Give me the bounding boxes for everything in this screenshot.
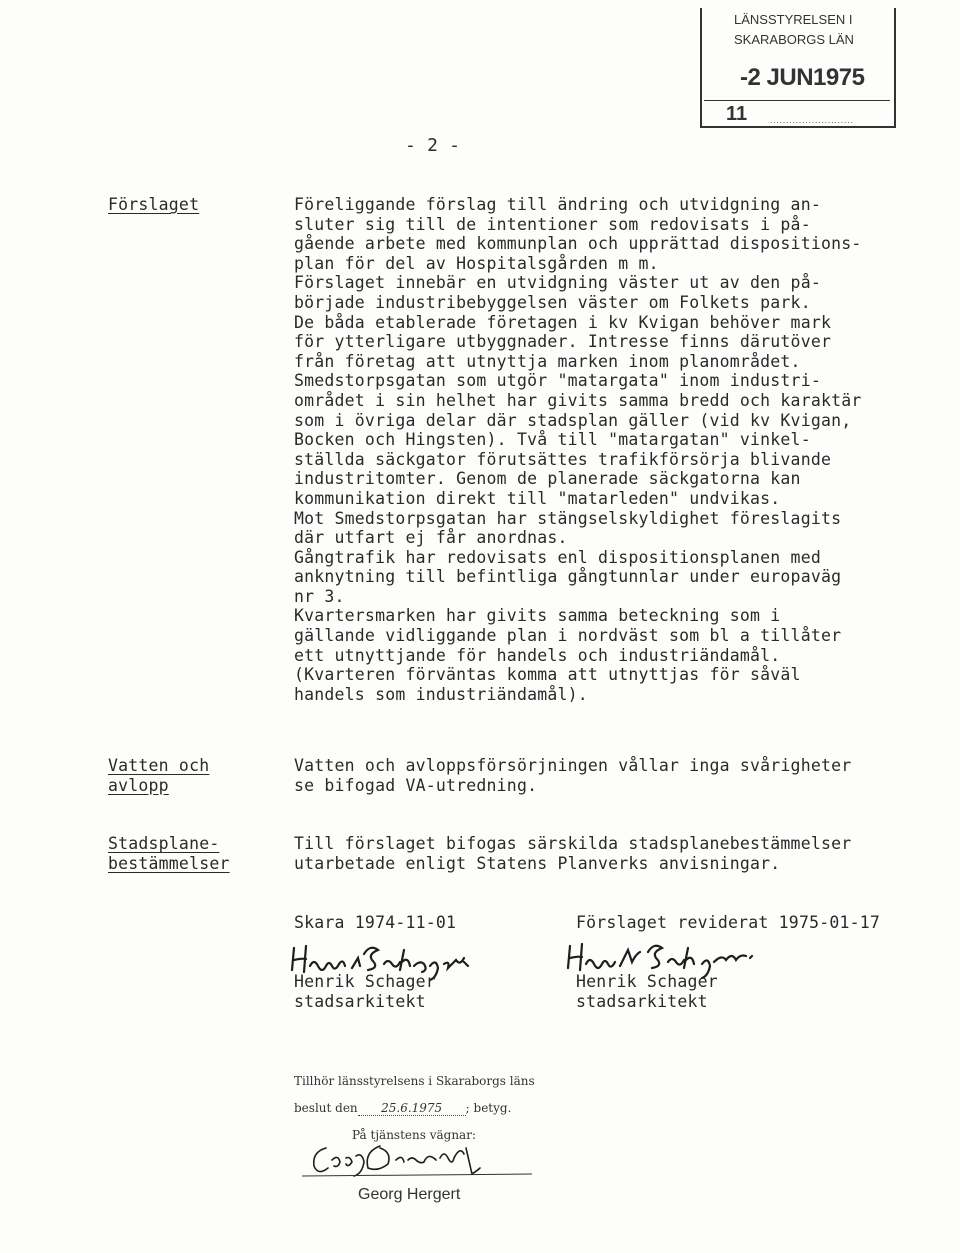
signature-left-name: Henrik Schager: [294, 972, 436, 991]
approval-stamp-name: Georg Hergert: [358, 1186, 461, 1203]
body-line: Till förslaget bifogas särskilda stadsplanebestämmelser: [294, 834, 852, 853]
stamp-county: SKARABORGS LÄN: [734, 32, 854, 47]
stamp-date: -2 JUN1975: [740, 64, 865, 91]
section-label-line: Förslaget: [108, 195, 200, 214]
body-line: Smedstorpsgatan som utgör "matargata" inom industri-: [294, 371, 821, 391]
body-line: (Kvarteren förväntas komma att utnyttjas för såväl: [294, 665, 801, 685]
stamp-authority: LÄNSSTYRELSEN I: [734, 12, 853, 27]
body-line: som i övriga delar där stadsplan gäller (vid kv Kvigan,: [294, 410, 852, 430]
section-label-line: bestämmelser: [108, 853, 230, 873]
section-label-line: Vatten och: [108, 756, 210, 775]
signature-right-date: Förslaget reviderat 1975-01-17: [576, 913, 881, 932]
signature-left-title: stadsarkitekt: [294, 992, 426, 1011]
body-line: anknytning till befintliga gångtunnlar under europaväg: [294, 567, 842, 587]
body-line: Mot Smedstorpsgatan har stängselskyldighet föreslagits: [294, 508, 842, 528]
approval-signature-handwriting: [296, 1138, 536, 1188]
section-label-line: avlopp: [108, 775, 169, 795]
signature-right-name: Henrik Schager: [576, 972, 718, 991]
body-line: ställda säckgator förutsättes trafikförsörja blivande: [294, 449, 832, 469]
body-line: Kvartersmarken har givits samma beteckning som i: [294, 606, 781, 626]
section-body: [294, 834, 851, 873]
body-line: nr 3.: [294, 586, 345, 606]
signature-left-date: Skara 1974-11-01: [294, 913, 457, 932]
page-number: - 2 -: [405, 135, 461, 156]
body-line: handels som industriändamål).: [294, 684, 588, 704]
body-line: plan för del av Hospitalsgården m m.: [294, 253, 659, 273]
body-line: Gångtrafik har redovisats enl dispositionsplanen med: [294, 547, 821, 567]
received-stamp: LÄNSSTYRELSEN I SKARABORGS LÄN -2 JUN1975 11 ..........................: [700, 8, 892, 128]
body-line: De båda etablerade företagen i kv Kvigan behöver mark: [294, 312, 832, 332]
body-line: Vatten och avloppsförsörjningen vållar inga svårigheter: [294, 756, 852, 775]
body-line: från företag att utnyttja marken inom planområdet.: [294, 351, 801, 371]
approval-date: 25.6.1975: [358, 1101, 466, 1116]
body-line: ett utnyttjande för handels och industriändamål.: [294, 645, 781, 665]
body-line: Bocken och Hingsten). Två till "matargatan" vinkel-: [294, 430, 811, 450]
body-line: där utfart ej får anordnas.: [294, 528, 568, 548]
body-line: gående arbete med kommunplan och upprättad dispositions-: [294, 234, 862, 254]
body-line: Förslaget innebär en utvidgning väster ut av den på-: [294, 273, 821, 293]
body-line: började industribebyggelsen väster om Folkets park.: [294, 292, 811, 312]
body-line: se bifogad VA-utredning.: [294, 775, 538, 795]
body-line: industritomter. Genom de planerade säckgatorna kan: [294, 469, 801, 489]
approval-stamp-line3: På tjänstens vägnar:: [352, 1128, 476, 1142]
section-body: [294, 756, 851, 795]
body-line: kommunikation direkt till "matarleden" undvikas.: [294, 488, 781, 508]
body-line: Föreliggande förslag till ändring och utvidgning an-: [294, 195, 821, 214]
section-label: [108, 195, 199, 215]
approval-stamp-line1: Tillhör länsstyrelsens i Skaraborgs läns: [294, 1074, 535, 1088]
body-line: utarbetade enligt Statens Planverks anvisningar.: [294, 853, 781, 873]
body-line: sluter sig till de intentioner som redovisats i på-: [294, 214, 811, 234]
section-body: [294, 195, 862, 704]
section-label: [108, 756, 209, 795]
signature-right-title: stadsarkitekt: [576, 992, 708, 1011]
stamp-number: 11: [726, 103, 748, 125]
approval-stamp-line2: beslut den 25.6.1975 ; betyg.: [294, 1101, 512, 1115]
body-line: för ytterligare utbyggnader. Intresse finns därutöver: [294, 332, 832, 352]
section-label: [108, 834, 230, 873]
section-label-line: Stadsplane-: [108, 834, 220, 853]
body-line: gällande vidliggande plan i nordväst som bl a tillåter: [294, 626, 842, 646]
body-line: området i sin helhet har givits samma bredd och karaktär: [294, 390, 862, 410]
